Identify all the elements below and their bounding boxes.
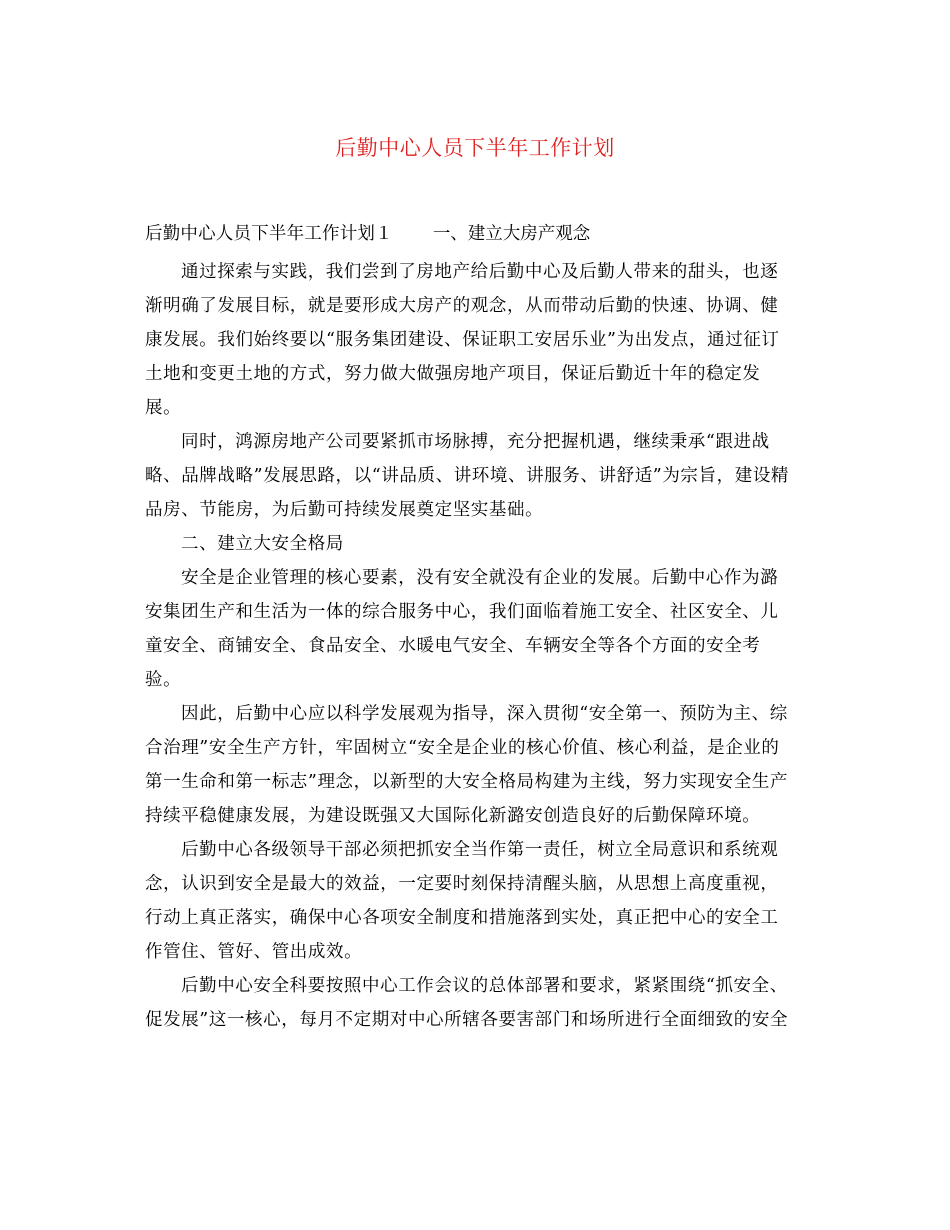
- paragraph-line: 促发展”这一核心，每月不定期对中心所辖各要害部门和场所进行全面细致的安全: [145, 1010, 789, 1030]
- paragraph-line: 安全是企业管理的核心要素，没有安全就没有企业的发展。后勤中心作为潞: [181, 568, 779, 588]
- paragraph-line: 同时，鸿源房地产公司要紧抓市场脉搏，充分把握机遇，继续秉承“跟进战: [181, 432, 770, 452]
- paragraph-line: 安集团生产和生活为一体的综合服务中心，我们面临着施工安全、社区安全、儿: [145, 602, 779, 622]
- paragraph-line: 念，认识到安全是最大的效益，一定要时刻保持清醒头脑，从思想上高度重视，: [145, 874, 779, 894]
- section-heading-1: 一、建立大房产观念: [432, 224, 591, 244]
- paragraph-line: 略、品牌战略”发展思路，以“讲品质、讲环境、讲服务、讲舒适”为宗旨，建设精: [145, 466, 790, 486]
- document-title: 后勤中心人员下半年工作计划: [335, 136, 615, 160]
- paragraph-line: 土地和变更土地的方式，努力做大做强房地产项目，保证后勤近十年的稳定发: [145, 364, 761, 384]
- paragraph-line: 后勤中心安全科要按照中心工作会议的总体部署和要求，紧紧围绕“抓安全、: [181, 976, 788, 996]
- paragraph-line: 通过探索与实践，我们尝到了房地产给后勤中心及后勤人带来的甜头，也逐: [181, 262, 779, 282]
- paragraph-line: 作管住、管好、管出成效。: [145, 942, 363, 962]
- paragraph-line: 后勤中心各级领导干部必须把抓安全当作第一责任，树立全局意识和系统观: [181, 840, 779, 860]
- paragraph-line: 康发展。我们始终要以“服务集团建设、保证职工安居乐业”为出发点，通过征订: [145, 330, 780, 350]
- paragraph-line: 童安全、商铺安全、食品安全、水暖电气安全、车辆安全等各个方面的安全考: [145, 636, 761, 656]
- paragraph-line: 品房、节能房，为后勤可持续发展奠定坚实基础。: [145, 500, 544, 520]
- paragraph-line: 第一生命和第一标志”理念，以新型的大安全格局构建为主线，努力实现安全生产: [145, 772, 789, 792]
- paragraph-line: 二、建立大安全格局: [181, 534, 344, 554]
- paragraph-line: 因此，后勤中心应以科学发展观为指导，深入贯彻“安全第一、预防为主、综: [181, 704, 788, 724]
- paragraph-line: 渐明确了发展目标，就是要形成大房产的观念，从而带动后勤的快速、协调、健: [145, 296, 779, 316]
- paragraph-line: 持续平稳健康发展，为建设既强又大国际化新潞安创造良好的后勤保障环境。: [145, 806, 761, 826]
- paragraph-line: 验。: [145, 670, 182, 690]
- section-heading-line: [145, 219, 809, 255]
- paragraph-line: 展。: [145, 398, 182, 418]
- paragraph-line: 行动上真正落实，确保中心各项安全制度和措施落到实处，真正把中心的安全工: [145, 908, 779, 928]
- document-body: [145, 219, 809, 1037]
- paragraph-line: 合治理”安全生产方针，牢固树立“安全是企业的核心价值、核心利益，是企业的: [145, 738, 780, 758]
- plan-heading: 后勤中心人员下半年工作计划１: [145, 224, 393, 244]
